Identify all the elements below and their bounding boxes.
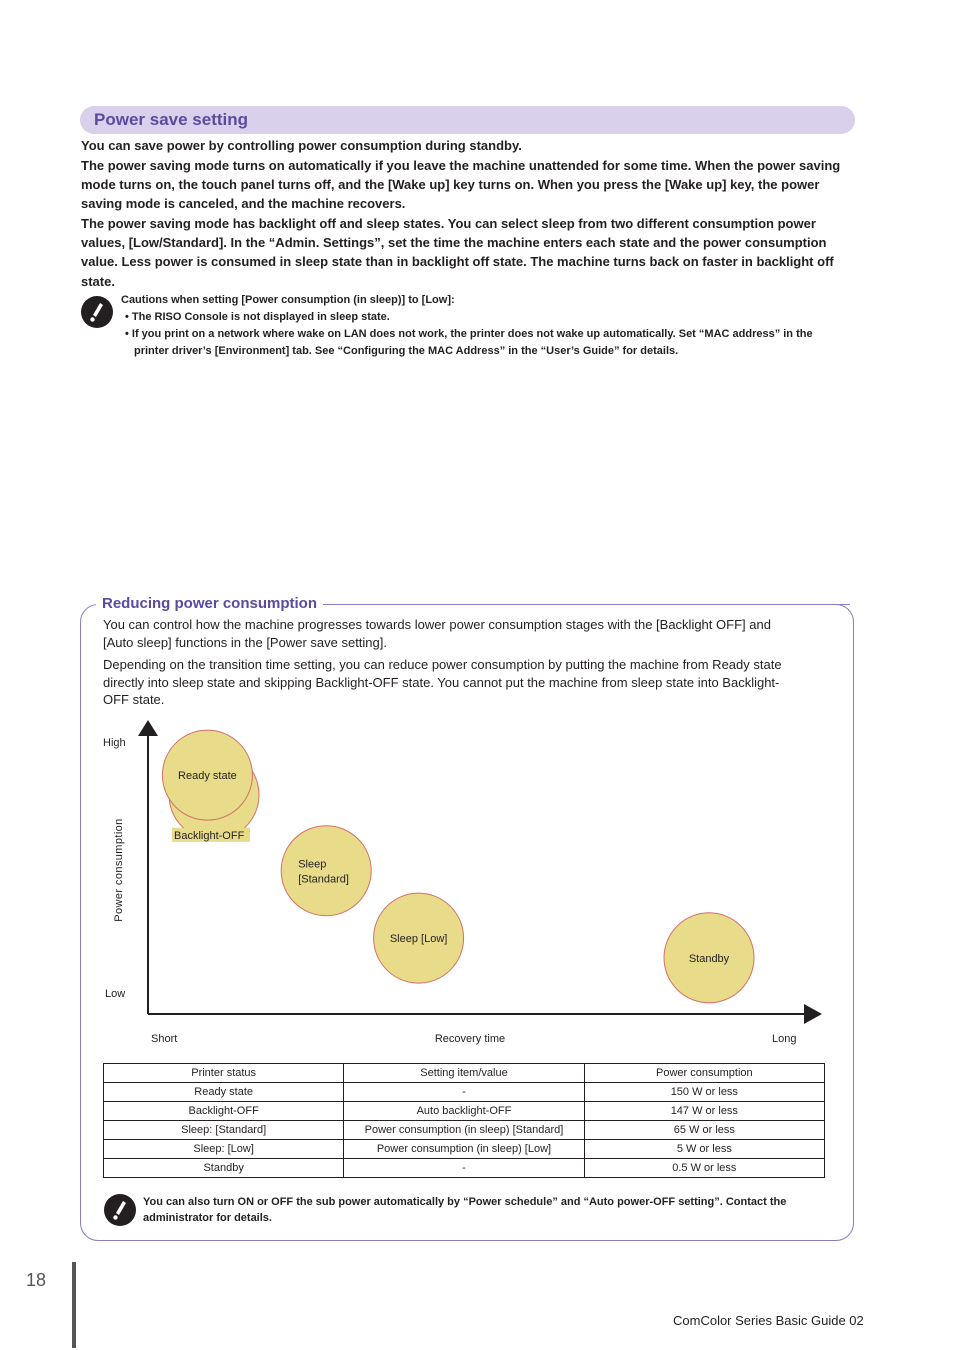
- intro-line: value. Less power is consumed in sleep state than in backlight off state. The machine turns back on faster in backlight off: [81, 254, 834, 270]
- section-line: directly into sleep state and skipping Backlight-OFF state. You cannot put the machine from sleep state into Backlight-: [103, 674, 780, 690]
- caution-icon: [104, 1194, 136, 1226]
- y-axis-arrow: [138, 720, 158, 736]
- x-axis-arrow: [804, 1004, 822, 1024]
- table-header-cell: Printer status: [104, 1064, 344, 1083]
- x-axis-label: Recovery time: [434, 1033, 506, 1045]
- section-line: Depending on the transition time setting, you can reduce power consumption by putting the machine from Ready state: [103, 657, 782, 672]
- table-cell: Power consumption (in sleep) [Low]: [344, 1140, 584, 1159]
- intro-line: The power saving mode has backlight off and sleep states. You can select sleep from two different consumption power: [81, 216, 816, 231]
- table-cell: Sleep: [Low]: [104, 1140, 344, 1159]
- intro-line: values, [Low/Standard]. In the “Admin. Settings”, set the time the machine enters each state and the power consumption: [81, 235, 827, 251]
- y-axis-label: Power consumption: [113, 818, 125, 922]
- y-tick-high: High: [103, 737, 126, 749]
- intro-line: mode turns on, the touch panel turns off, and the [Wake up] key turns on. When you press the [Wake up] key, the power: [81, 177, 820, 193]
- table-cell: Sleep: [Standard]: [104, 1121, 344, 1140]
- bubble-group: [162, 730, 754, 1003]
- table-cell: Backlight-OFF: [104, 1102, 344, 1121]
- caution-bullet-cont: printer driver’s [Environment] tab. See “Configuring the MAC Address” in the “User’s Guide” for details.: [134, 345, 679, 357]
- table-row: [104, 1102, 825, 1121]
- bubble-label: Standby: [688, 952, 730, 965]
- section-title-rule: [327, 604, 850, 605]
- footer-bar: [72, 1262, 76, 1348]
- caution-title: Cautions when setting [Power consumption (in sleep)] to [Low]:: [121, 294, 455, 306]
- table-header-row: [104, 1064, 825, 1083]
- section-line: You can control how the machine progresses towards lower power consumption stages with the [Backlight OFF] and: [103, 617, 771, 632]
- table-cell: Auto backlight-OFF: [344, 1102, 584, 1121]
- caution-line: administrator for details.: [143, 1212, 272, 1224]
- page-title: Power save setting: [94, 110, 249, 129]
- intro-line: state.: [81, 273, 115, 289]
- intro-line: You can save power by controlling power consumption during standby.: [81, 138, 522, 153]
- table-row: [104, 1121, 825, 1140]
- table-header-cell: Setting item/value: [344, 1064, 584, 1083]
- x-tick-long: Long: [772, 1033, 797, 1045]
- intro-line: saving mode is canceled, and the machine recovers.: [81, 196, 406, 212]
- caution-note-2: [143, 1194, 833, 1226]
- guide-title: ComColor Series Basic Guide 02: [673, 1313, 864, 1328]
- bubble-label: Backlight-OFF: [174, 829, 245, 842]
- table-cell: 0.5 W or less: [584, 1159, 824, 1178]
- x-tick-short: Short: [151, 1033, 178, 1045]
- caution-line: You can also turn ON or OFF the sub power automatically by “Power schedule” and “Auto power-OFF setting”. Contact the: [143, 1196, 787, 1208]
- section-line: [Auto sleep] functions in the [Power save setting].: [103, 634, 387, 650]
- y-tick-low: Low: [105, 988, 126, 1000]
- table-cell: 5 W or less: [584, 1140, 824, 1159]
- bubble-label: Sleep [Low]: [389, 933, 448, 946]
- table-row: [104, 1083, 825, 1102]
- table-row: [104, 1159, 825, 1178]
- table-cell: 150 W or less: [584, 1083, 824, 1102]
- table-cell: Standby: [104, 1159, 344, 1178]
- table-cell: 65 W or less: [584, 1121, 824, 1140]
- table-cell: -: [344, 1083, 584, 1102]
- intro-line: The power saving mode turns on automatically if you leave the machine unattended for some time. When the power saving: [81, 158, 841, 173]
- table-cell: -: [344, 1159, 584, 1178]
- table-cell: Power consumption (in sleep) [Standard]: [344, 1121, 584, 1140]
- page-number: 18: [26, 1270, 47, 1290]
- caution-bullet: • If you print on a network where wake on LAN does not work, the printer does not wake up automatically. Set “MAC address” in the: [125, 328, 813, 340]
- section-line: OFF state.: [103, 692, 165, 707]
- table-cell: 147 W or less: [584, 1102, 824, 1121]
- bubble-label: Ready state: [178, 770, 237, 783]
- table-row: [104, 1140, 825, 1159]
- bubble-label: Sleep [Standard]: [298, 858, 349, 886]
- caution-bullet: • The RISO Console is not displayed in sleep state.: [125, 311, 390, 323]
- power-table: [103, 1063, 825, 1178]
- section-title: Reducing power consumption: [102, 595, 318, 612]
- table-header-cell: Power consumption: [584, 1064, 824, 1083]
- table-cell: Ready state: [104, 1083, 344, 1102]
